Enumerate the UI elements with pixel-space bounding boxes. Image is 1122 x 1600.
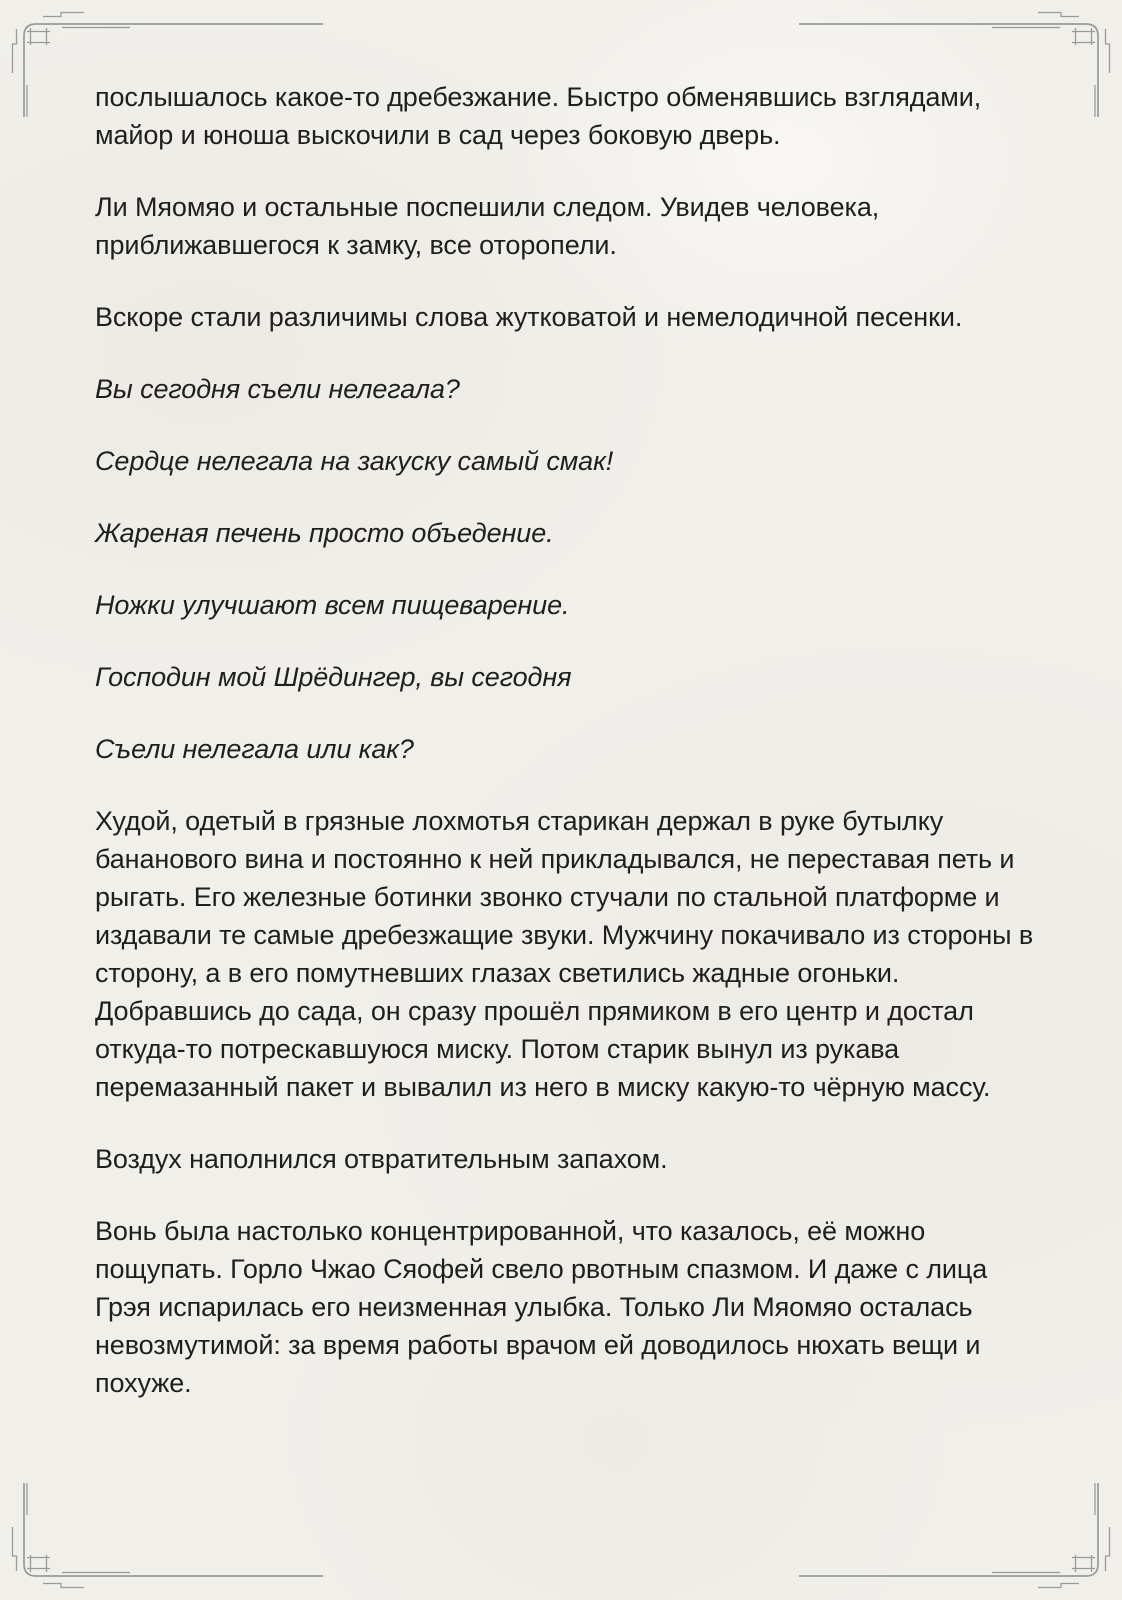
song-line: Господин мой Шрёдингер, вы сегодня xyxy=(95,662,572,692)
paragraph: послышалось какое-то дребезжание. Быстро обменявшись взглядами, майор и юноша выскочили в сад через боковую дверь. xyxy=(95,82,982,150)
song-line: Жареная печень просто объедение. xyxy=(95,518,554,548)
paragraph: Ли Мяомяо и остальные поспешили следом. Увидев человека, приближавшегося к замку, все оторопели. xyxy=(95,192,880,260)
paragraph: Худой, одетый в грязные лохмотья старикан держал в руке бутылку бананового вина и постоянно к ней прикладывался, не переставая петь и рыгать. Его железные ботинки звонко стучали по стальной платформе и издавали те самые дребезжащие звуки. Мужчину покачивало из стороны в сторону, а в его помутневших глазах светились жадные огоньки. Добравшись до сада, он сразу прошёл прямиком в его центр и достал откуда-то потрескавшуюся миску. Потом старик вынул из рукава перемазанный пакет и вывалил из него в миску какую-то чёрную массу. xyxy=(95,806,1034,1102)
song-line: Съели нелегала или как? xyxy=(95,734,414,764)
page-text xyxy=(95,78,1041,1436)
song-line: Сердце нелегала на закуску самый смак! xyxy=(95,446,614,476)
paragraph: Вонь была настолько концентрированной, что казалось, её можно пощупать. Горло Чжао Сяофей свело рвотным спазмом. И даже с лица Грэя испарилась его неизменная улыбка. Только Ли Мяомяо осталась невозмутимой: за время работы врачом ей доводилось нюхать вещи и похуже. xyxy=(95,1216,988,1398)
paragraph: Воздух наполнился отвратительным запахом. xyxy=(95,1144,668,1174)
song-line: Ножки улучшают всем пищеварение. xyxy=(95,590,570,620)
corner-ornament-bottom-left xyxy=(0,1470,340,1600)
corner-ornament-bottom-right xyxy=(782,1470,1122,1600)
song-line: Вы сегодня съели нелегала? xyxy=(95,374,460,404)
paragraph: Вскоре стали различимы слова жутковатой и немелодичной песенки. xyxy=(95,302,963,332)
